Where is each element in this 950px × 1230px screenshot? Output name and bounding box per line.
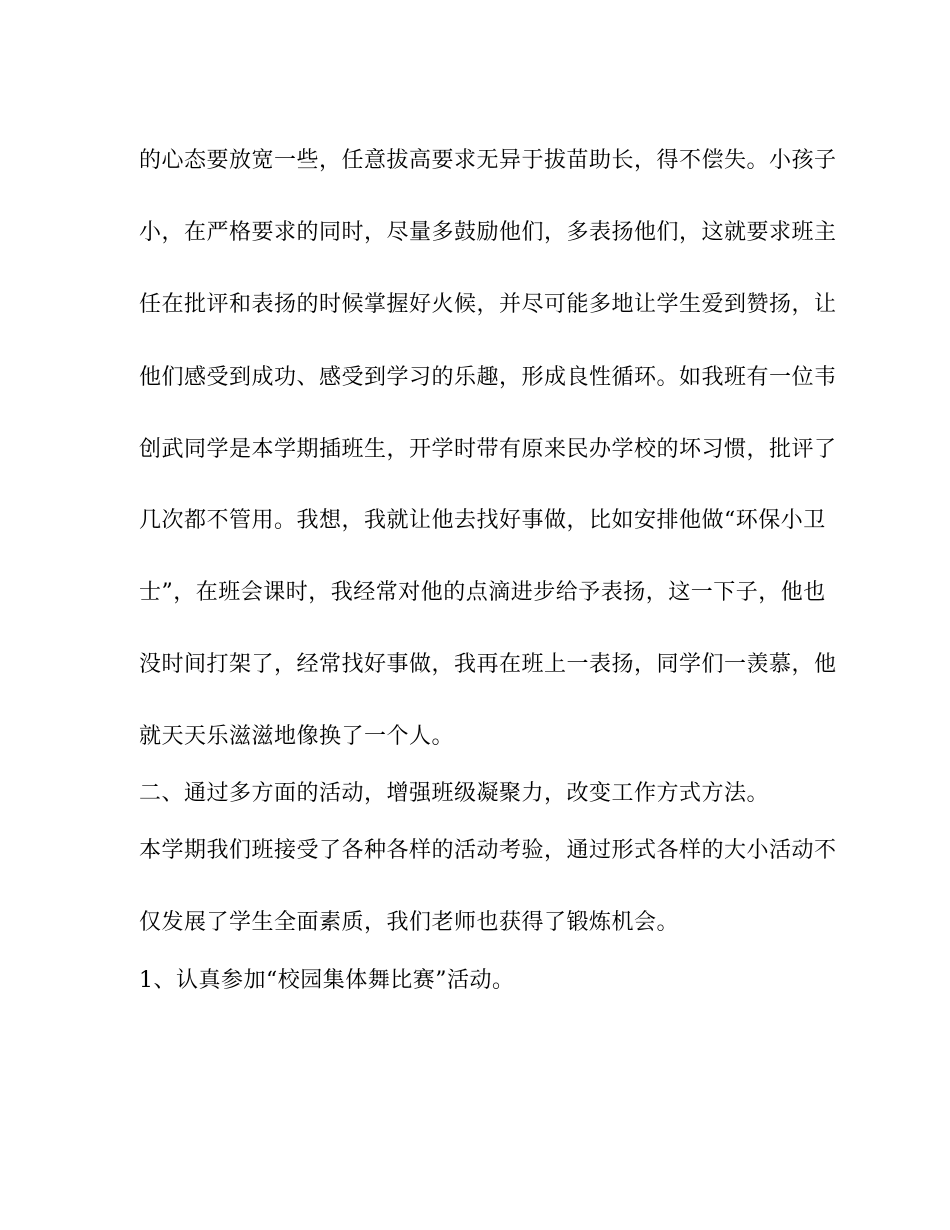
paragraph-line: 本学期我们班接受了各种各样的活动考验，通过形式各样的大小活动不 [139, 838, 837, 863]
paragraph-line: 任在批评和表扬的时候掌握好火候，并尽可能多地让学生爱到赞扬，让 [139, 292, 837, 317]
paragraph-line: 没时间打架了，经常找好事做，我再在班上一表扬，同学们一羡慕，他 [139, 652, 837, 677]
paragraph-line: 就天天乐滋滋地像换了一个人。 [139, 724, 455, 749]
paragraph-line: 士”，在班会课时，我经常对他的点滴进步给予表扬，这一下子，他也 [139, 580, 826, 605]
paragraph-line: 他们感受到成功、感受到学习的乐趣，形成良性循环。如我班有一位韦 [139, 365, 837, 390]
paragraph-line: 的心态要放宽一些，任意拔高要求无异于拔苗助长，得不偿失。小孩子 [139, 148, 837, 173]
paragraph-line: 仅发展了学生全面素质，我们老师也获得了锻炼机会。 [139, 910, 680, 935]
section-heading: 二、通过多方面的活动，增强班级凝聚力，改变工作方式方法。 [139, 781, 770, 806]
list-item-heading: 1、认真参加“校园集体舞比赛”活动。 [139, 968, 515, 993]
paragraph-line: 小，在严格要求的同时，尽量多鼓励他们，多表扬他们，这就要求班主 [139, 220, 837, 245]
paragraph-line: 创武同学是本学期插班生，开学时带有原来民办学校的坏习惯，批评了 [139, 437, 837, 462]
paragraph-line: 几次都不管用。我想，我就让他去找好事做，比如安排他做“环保小卫 [139, 508, 826, 533]
